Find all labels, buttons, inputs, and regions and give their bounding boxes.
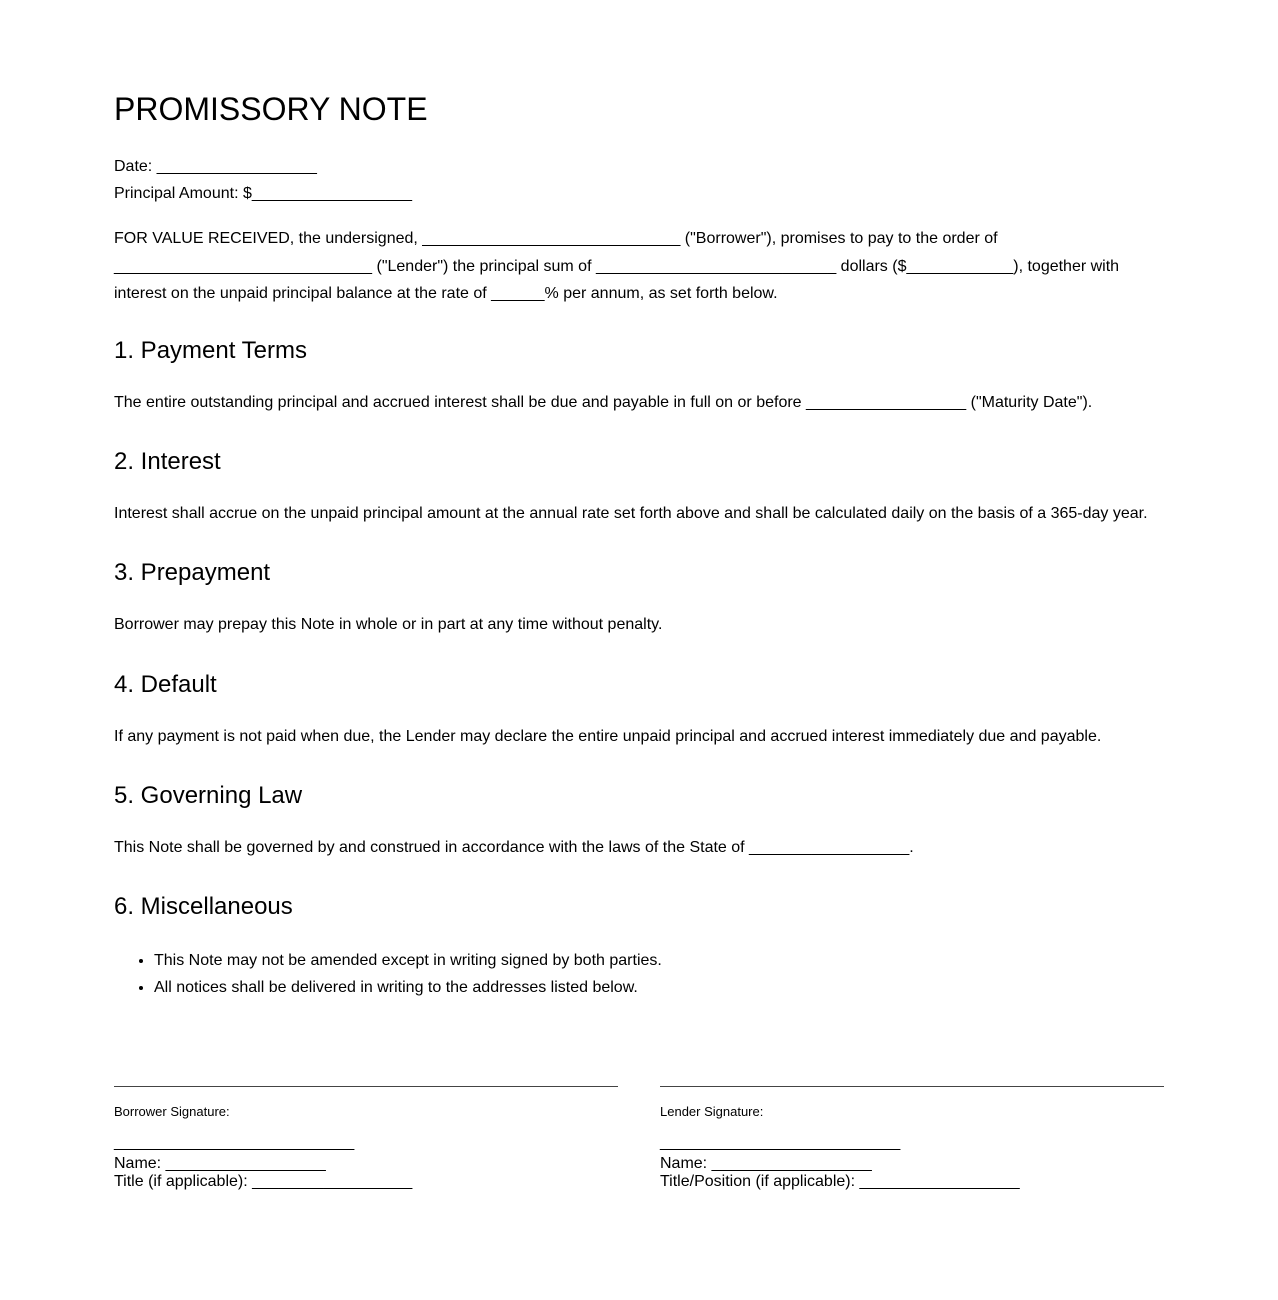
- section-body-interest: Interest shall accrue on the unpaid principal amount at the annual rate set forth above and shall be calculated daily on the basis of a 365-day year.: [114, 505, 1148, 522]
- intro-line-3: interest on the unpaid principal balance at the rate of ______% per annum, as set forth below.: [114, 285, 778, 302]
- section-body-default: If any payment is not paid when due, the Lender may declare the entire unpaid principal and accrued interest immediately due and payable.: [114, 728, 1102, 745]
- borrower-signature-label: Borrower Signature:: [114, 1104, 230, 1119]
- section-heading-governing-law: 5. Governing Law: [114, 782, 303, 809]
- lender-title-line: Title/Position (if applicable): __________________: [660, 1173, 1020, 1190]
- borrower-name-line: Name: __________________: [114, 1155, 326, 1172]
- section-heading-interest: 2. Interest: [114, 448, 221, 475]
- section-body-governing-law: This Note shall be governed by and construed in accordance with the laws of the State of __________________.: [114, 839, 914, 856]
- miscellaneous-bullet-list: [114, 947, 662, 1001]
- borrower-signature-block: [114, 1086, 618, 1190]
- date-field-line: Date: __________________: [114, 158, 317, 175]
- borrower-title-line: Title (if applicable): __________________: [114, 1173, 413, 1190]
- intro-line-1: FOR VALUE RECEIVED, the undersigned, _____________________________ ("Borrower"), promises to pay to the order of: [114, 230, 998, 247]
- bullet-item: • All notices shall be delivered in writing to the addresses listed below.: [154, 974, 662, 1001]
- lender-name-line: Name: __________________: [660, 1155, 872, 1172]
- section-body-prepayment: Borrower may prepay this Note in whole or in part at any time without penalty.: [114, 616, 663, 633]
- borrower-signature-blank: ___________________________: [114, 1134, 355, 1151]
- principal-amount-field-line: Principal Amount: $__________________: [114, 185, 413, 202]
- intro-line-2: _____________________________ ("Lender") the principal sum of ___________________________ dollars ($____________), together with: [114, 257, 1120, 275]
- section-heading-prepayment: 3. Prepayment: [114, 559, 271, 586]
- section-heading-miscellaneous: 6. Miscellaneous: [114, 893, 293, 920]
- section-body-payment-terms: The entire outstanding principal and accrued interest shall be due and payable in full on or before __________________ ("Maturity Date").: [114, 394, 1093, 411]
- lender-signature-label: Lender Signature:: [660, 1104, 764, 1119]
- borrower-signature-rule: [114, 1086, 618, 1087]
- section-heading-default: 4. Default: [114, 671, 217, 698]
- section-heading-payment-terms: 1. Payment Terms: [114, 337, 307, 364]
- document-title: PROMISSORY NOTE: [114, 91, 428, 127]
- lender-signature-blank: ___________________________: [660, 1134, 901, 1151]
- intro-paragraph: [114, 225, 1164, 308]
- lender-signature-block: [660, 1086, 1164, 1190]
- bullet-item: • This Note may not be amended except in writing signed by both parties.: [154, 947, 662, 974]
- lender-signature-rule: [660, 1086, 1164, 1087]
